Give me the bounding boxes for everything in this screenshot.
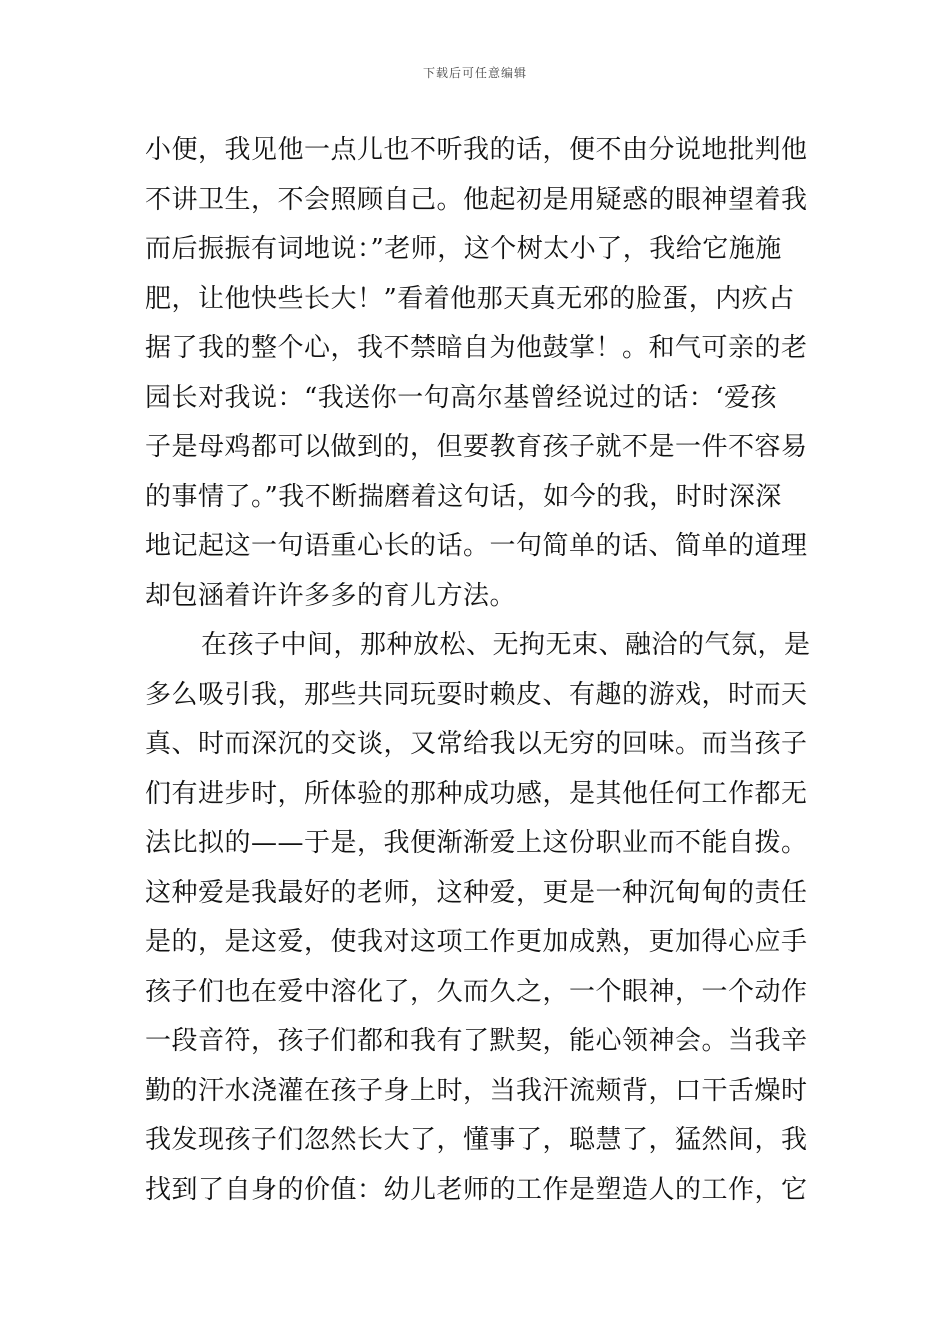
text-line: 子是母鸡都可以做到的，但要教育孩子就不是一件不容易 — [145, 432, 808, 462]
text-line: 勤的汗水浇灌在孩子身上时，当我汗流颊背，口干舌燥时 — [145, 1075, 808, 1106]
text-line: 一段音符，孩子们都和我有了默契，能心领神会。当我辛 — [145, 1026, 808, 1056]
page-header: 下载后可任意编辑 — [422, 66, 527, 80]
text-line: 园长对我说：“我送你一句高尔基曾经说过的话：‘爱孩 — [145, 382, 778, 413]
text-line: 们有进步时，所体验的那种成功感，是其他任何工作都无 — [145, 778, 808, 809]
text-line: 小便，我见他一点儿也不听我的话，便不由分说地批判他 — [145, 135, 808, 165]
text-line: 孩子们也在爱中溶化了，久而久之，一个眼神，一个动作 — [145, 976, 808, 1007]
text-line: 的事情了。”我不断揣磨着这句话，如今的我，时时深深 — [145, 481, 782, 512]
text-line: 却包涵着许许多多的育儿方法。 — [145, 580, 517, 611]
paragraph-first-line: 在孩子中间，那种放松、无拘无束、融洽的气氛，是 — [201, 630, 811, 660]
text-line: 我发现孩子们忽然长大了，懂事了，聪慧了，猛然间，我 — [145, 1125, 808, 1155]
text-line: 据了我的整个心，我不禁暗自为他鼓掌！。和气可亲的老 — [145, 333, 808, 363]
text-line: 不讲卫生，不会照顾自己。他起初是用疑惑的眼神望着我 — [145, 184, 808, 215]
text-line: 法比拟的——于是，我便渐渐爱上这份职业而不能自拨。 — [145, 828, 808, 858]
text-line: 多么吸引我，那些共同玩耍时赖皮、有趣的游戏，时而天 — [145, 679, 808, 710]
text-line: 找到了自身的价值：幼儿老师的工作是塑造人的工作，它 — [145, 1174, 808, 1205]
text-line: 而后振振有词地说：”老师，这个树太小了，我给它施施 — [145, 234, 782, 264]
text-line: 真、时而深沉的交谈，又常给我以无穷的回味。而当孩子 — [145, 729, 808, 759]
text-line: 是的，是这爱，使我对这项工作更加成熟，更加得心应手 — [145, 927, 808, 957]
text-line: 地记起这一句语重心长的话。一句简单的话、简单的道理 — [145, 531, 808, 561]
text-line: 肥，让他快些长大！”看着他那天真无邪的脸蛋，内疚占 — [145, 283, 795, 314]
text-line: 这种爱是我最好的老师，这种爱，更是一种沉甸甸的责任 — [145, 877, 808, 908]
document-body — [145, 126, 815, 1215]
